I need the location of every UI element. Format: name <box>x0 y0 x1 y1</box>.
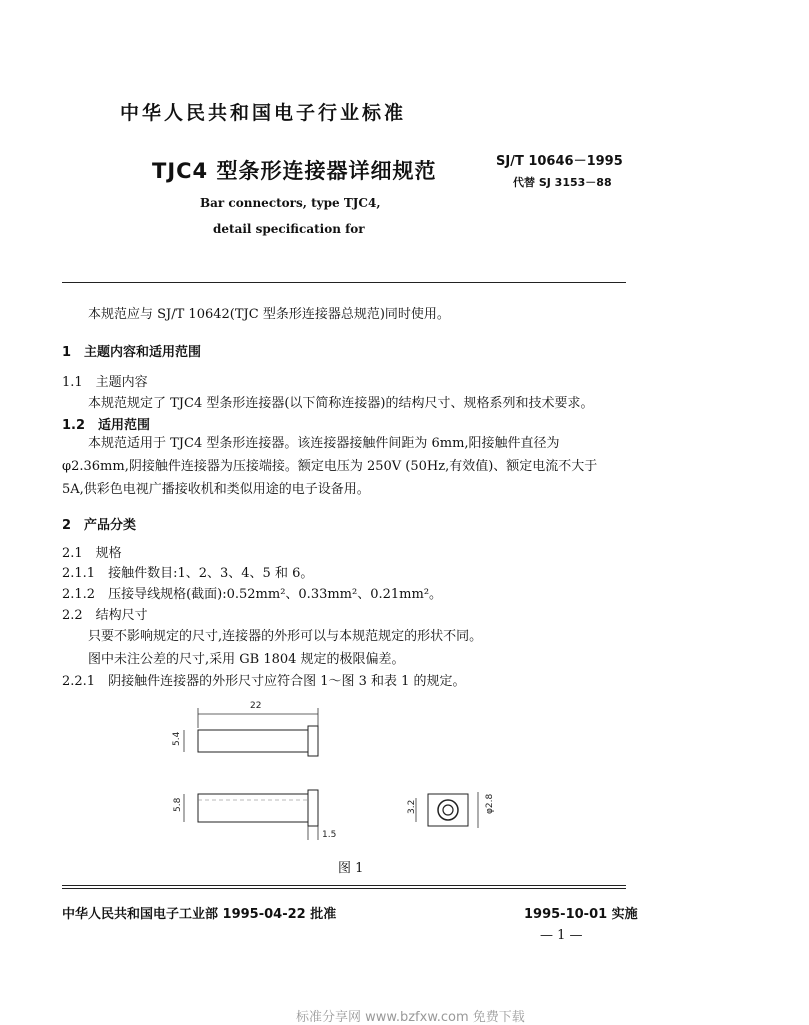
figure-1-drawing <box>150 692 550 852</box>
height-top-label: 5.4 <box>172 731 182 746</box>
section-2-2-1: 2.2.1 阴接触件连接器的外形尺寸应符合图 1～图 3 和表 1 的规定。 <box>62 674 466 689</box>
document-title: TJC4 型条形连接器详细规范 <box>152 159 437 183</box>
section-1-2-line3: 5A,供彩色电视广播接收机和类似用途的电子设备用。 <box>62 482 370 497</box>
standard-code: SJ/T 10646－1995 <box>496 154 623 169</box>
figure-caption: 图 1 <box>338 861 364 876</box>
section-1-1-text: 本规范规定了 TJC4 型条形连接器(以下简称连接器)的结构尺寸、规格系列和技术要求。 <box>88 396 594 411</box>
section-1-heading: 1 主题内容和适用范围 <box>62 345 202 360</box>
org-title: 中华人民共和国电子行业标准 <box>120 102 407 124</box>
section-1-2-line2: φ2.36mm,阴接触件连接器为压接端接。额定电压为 250V (50Hz,有效值)、额定电流不大于 <box>62 459 598 474</box>
front-view-body <box>198 794 308 822</box>
side-dim-label: 3.2 <box>407 799 417 814</box>
section-1-1-heading: 1.1 主题内容 <box>62 375 148 390</box>
approval-info: 中华人民共和国电子工业部 1995-04-22 批准 <box>62 907 337 922</box>
section-2-2-line1: 只要不影响规定的尺寸,连接器的外形可以与本规范规定的形状不同。 <box>88 629 483 644</box>
english-title-line1: Bar connectors, type TJC4, <box>200 196 381 210</box>
section-2-2-line2: 图中未注公差的尺寸,采用 GB 1804 规定的极限偏差。 <box>88 652 405 667</box>
section-2-heading: 2 产品分类 <box>62 518 137 533</box>
step-dim-label: 1.5 <box>322 830 337 840</box>
length-dim-label: 22 <box>250 701 262 711</box>
page-number: — 1 — <box>540 928 583 943</box>
diameter-dim-label: φ2.8 <box>485 793 495 814</box>
effective-date: 1995-10-01 实施 <box>524 907 638 922</box>
end-view-outer-circle <box>438 800 458 820</box>
height-bottom-label: 5.8 <box>173 797 183 812</box>
english-title-line2: detail specification for <box>213 222 365 236</box>
section-1-2-line1: 本规范适用于 TJC4 型条形连接器。该连接器接触件间距为 6mm,阳接触件直径为 <box>88 436 560 451</box>
section-2-1-2: 2.1.2 压接导线规格(截面):0.52mm²、0.33mm²、0.21mm²。 <box>62 587 443 602</box>
footer-divider-1 <box>62 885 626 886</box>
top-view-body <box>198 730 308 752</box>
intro-text: 本规范应与 SJ/T 10642(TJC 型条形连接器总规范)同时使用。 <box>88 307 450 322</box>
top-view-flange <box>308 726 318 756</box>
section-2-1-1: 2.1.1 接触件数目:1、2、3、4、5 和 6。 <box>62 566 314 581</box>
front-view-flange <box>308 790 318 826</box>
header-divider <box>62 282 626 283</box>
replaces-code: 代替 SJ 3153－88 <box>513 176 612 189</box>
watermark-text: 标准分享网 www.bzfxw.com 免费下载 <box>296 1010 525 1025</box>
section-1-2-heading: 1.2 适用范围 <box>62 418 151 433</box>
section-2-1-heading: 2.1 规格 <box>62 546 122 561</box>
end-view-outline <box>428 794 468 826</box>
end-view-inner-circle <box>443 805 453 815</box>
section-2-2-heading: 2.2 结构尺寸 <box>62 608 148 623</box>
footer-divider-2 <box>62 888 626 889</box>
